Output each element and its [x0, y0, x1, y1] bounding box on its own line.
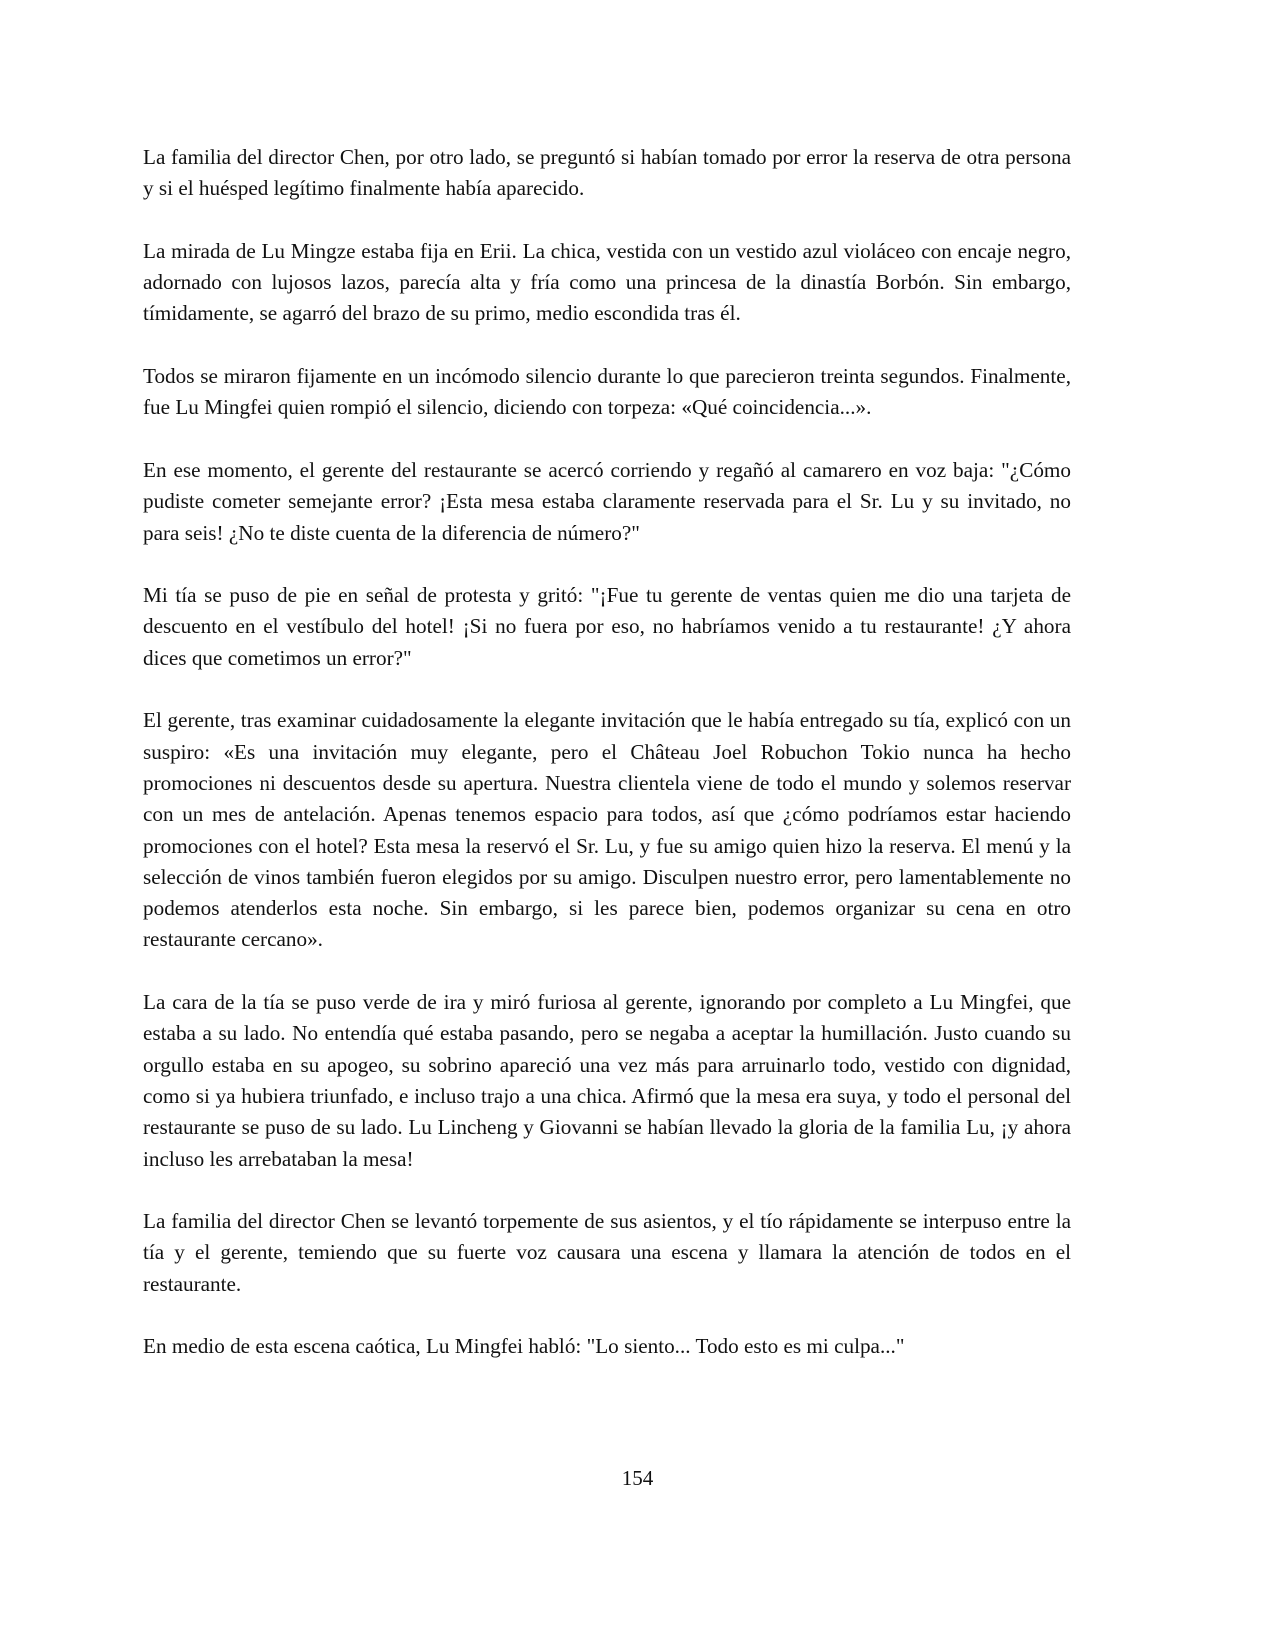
page-number: 154	[621, 1466, 654, 1490]
paragraph: El gerente, tras examinar cuidadosamente la elegante invitación que le había entregado su tía, explicó con un suspiro: «Es una invitación muy elegante, pero el Château Joel Robuchon Tokio nunca ha hecho promociones ni descuentos desde su apertura. Nuestra clientela viene de todo el mundo y solemos reservar con un mes de antelación. Apenas tenemos espacio para todos, así que ¿cómo podríamos estar haciendo promociones con el hotel? Esta mesa la reservó el Sr. Lu, y fue su amigo quien hizo la reserva. El menú y la selección de vinos también fueron elegidos por su amigo. Disculpen nuestro error, pero lamentablemente no podemos atenderlos esta noche. Sin embargo, si les parece bien, podemos organizar su cena en otro restaurante cercano».	[143, 708, 1071, 952]
paragraph: En medio de esta escena caótica, Lu Mingfei habló: "Lo siento... Todo esto es mi culpa..."	[143, 1334, 905, 1359]
paragraph: Mi tía se puso de pie en señal de protesta y gritó: "¡Fue tu gerente de ventas quien me dio una tarjeta de descuento en el vestíbulo del hotel! ¡Si no fuera por eso, no habríamos venido a tu restaurante! ¿Y ahora dices que cometimos un error?"	[143, 583, 1071, 670]
paragraph: La cara de la tía se puso verde de ira y miró furiosa al gerente, ignorando por completo a Lu Mingfei, que estaba a su lado. No entendía qué estaba pasando, pero se negaba a aceptar la humillación. Justo cuando su orgullo estaba en su apogeo, su sobrino apareció una vez más para arruinarlo todo, vestido con dignidad, como si ya hubiera triunfado, e incluso trajo a una chica. Afirmó que la mesa era suya, y todo el personal del restaurante se puso de su lado. Lu Lincheng y Giovanni se habían llevado la gloria de la familia Lu, ¡y ahora incluso les arrebataban la mesa!	[143, 990, 1071, 1171]
paragraph: La mirada de Lu Mingze estaba fija en Erii. La chica, vestida con un vestido azul violáceo con encaje negro, adornado con lujosos lazos, parecía alta y fría como una princesa de la dinastía Borbón. Sin embargo, tímidamente, se agarró del brazo de su primo, medio escondida tras él.	[143, 238, 1071, 326]
paragraph: Todos se miraron fijamente en un incómodo silencio durante lo que parecieron treinta segundos. Finalmente, fue Lu Mingfei quien rompió el silencio, diciendo con torpeza: «Qué coincidencia...».	[143, 364, 1071, 420]
paragraph: En ese momento, el gerente del restaurante se acercó corriendo y regañó al camarero en voz baja: "¿Cómo pudiste cometer semejante error? ¡Esta mesa estaba claramente reservada para el Sr. Lu y su invitado, no para seis! ¿No te diste cuenta de la diferencia de número?"	[143, 457, 1071, 545]
page-body	[143, 142, 1071, 1394]
paragraph: La familia del director Chen, por otro lado, se preguntó si habían tomado por error la reserva de otra persona y si el huésped legítimo finalmente había aparecido.	[143, 145, 1071, 201]
paragraph: La familia del director Chen se levantó torpemente de sus asientos, y el tío rápidamente se interpuso entre la tía y el gerente, temiendo que su fuerte voz causara una escena y llamara la atención de todos en el restaurante.	[143, 1209, 1071, 1296]
